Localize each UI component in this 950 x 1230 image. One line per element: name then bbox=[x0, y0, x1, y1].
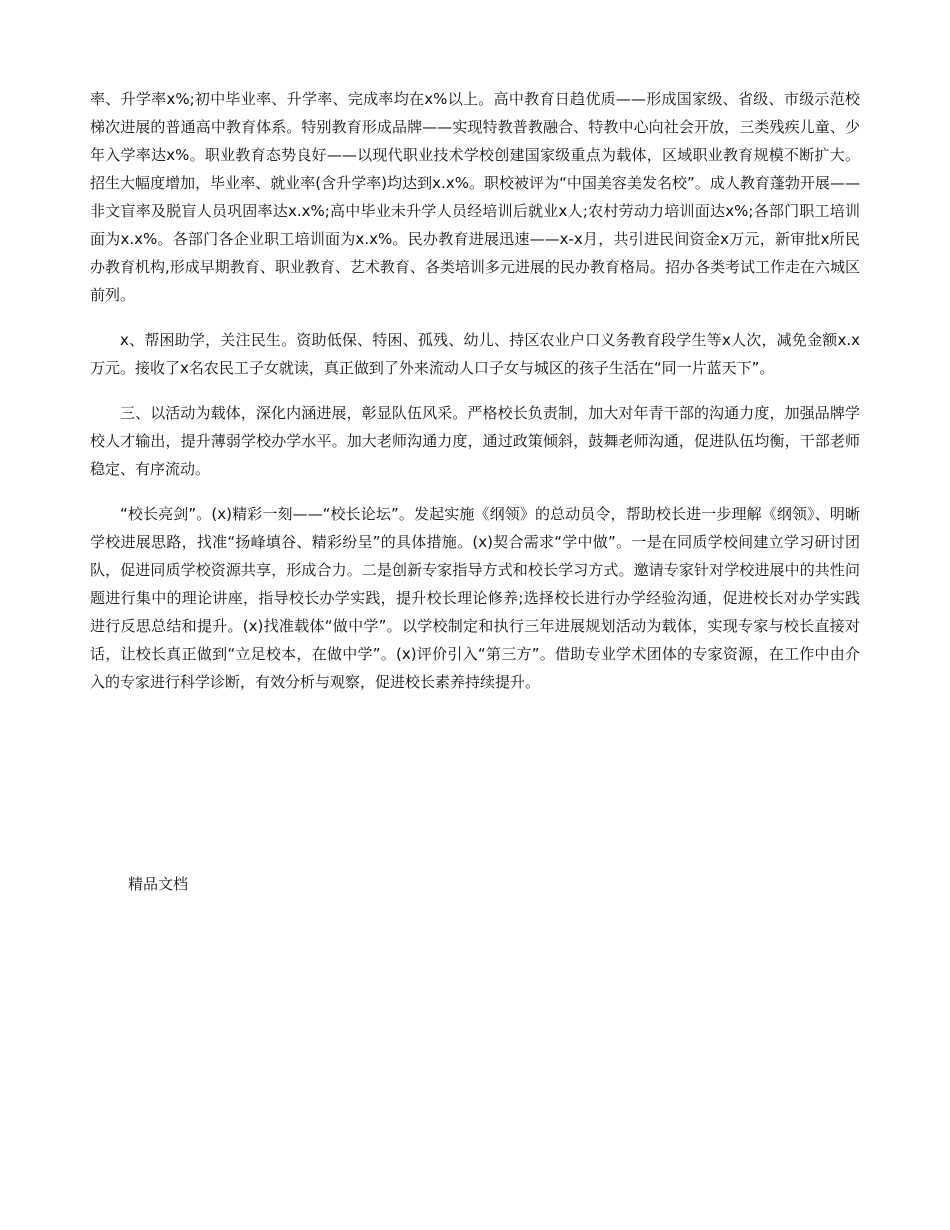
paragraph-student-aid: x、帮困助学，关注民生。资助低保、特困、孤残、幼儿、持区农业户口义务教育段学生等x人次，减免金额x.x万元。接收了x名农民工子女就读，真正做到了外来流动人口子女与城区的孩子生活在“同一片蓝天下”。 bbox=[90, 331, 860, 377]
footer-label: 精品文档 bbox=[128, 875, 189, 893]
paragraph-principal-activities: “校长亮剑”。(x)精彩一刻——“校长论坛”。发起实施《纲领》的总动员令，帮助校长进一步理解《纲领》、明晰学校进展思路，找准“扬峰填谷、精彩纷呈”的具体措施。(x)契合需求“学中做”。一是在同质学校间建立学习研讨团队，促进同质学校资源共享，形成合力。二是创新专家指导方式和校长学习方式。邀请专家针对学校进展中的共性问题进行集中的理论讲座，指导校长办学实践，提升校长理论修养;选择校长进行办学经验沟通，促进校长对办学实践进行反思总结和提升。(x)找准载体“做中学”。以学校制定和执行三年进展规划活动为载体，实现专家与校长直接对话，让校长真正做到“立足校本，在做中学”。(x)评价引入“第三方”。借助专业学术团体的专家资源，在工作中由介入的专家进行科学诊断，有效分析与观察，促进校长素养持续提升。 bbox=[90, 505, 860, 691]
paragraph-education-overview: 率、升学率x%;初中毕业率、升学率、完成率均在x%以上。高中教育日趋优质——形成国家级、省级、市级示范校梯次进展的普通高中教育体系。特别教育形成品牌——实现特教普教融合、特教中心向社会开放，三类残疾儿童、少年入学率达x%。职业教育态势良好——以现代职业技术学校创建国家级重点为载体，区域职业教育规模不断扩大。招生大幅度增加，毕业率、就业率(含升学率)均达到x.x%。职校被评为“中国美容美发名校”。成人教育蓬勃开展——非文盲率及脱盲人员巩固率达x.x%;高中毕业未升学人员经培训后就业x人;农村劳动力培训面达x%;各部门职工培训面为x.x%。各部门各企业职工培训面为x.x%。民办教育进展迅速——x-x月，共引进民间资金x万元，新审批x所民办教育机构,形成早期教育、职业教育、艺术教育、各类培训多元进展的民办教育格局。招办各类考试工作走在六城区前列。 bbox=[90, 90, 860, 304]
document-body bbox=[90, 85, 860, 713]
paragraph-team-building: 三、以活动为载体，深化内涵进展，彰显队伍风采。严格校长负责制，加大对年青干部的沟通力度，加强品牌学校人才输出，提升薄弱学校办学水平。加大老师沟通力度，通过政策倾斜，鼓舞老师沟通，促进队伍均衡，干部老师稳定、有序流动。 bbox=[90, 404, 860, 478]
